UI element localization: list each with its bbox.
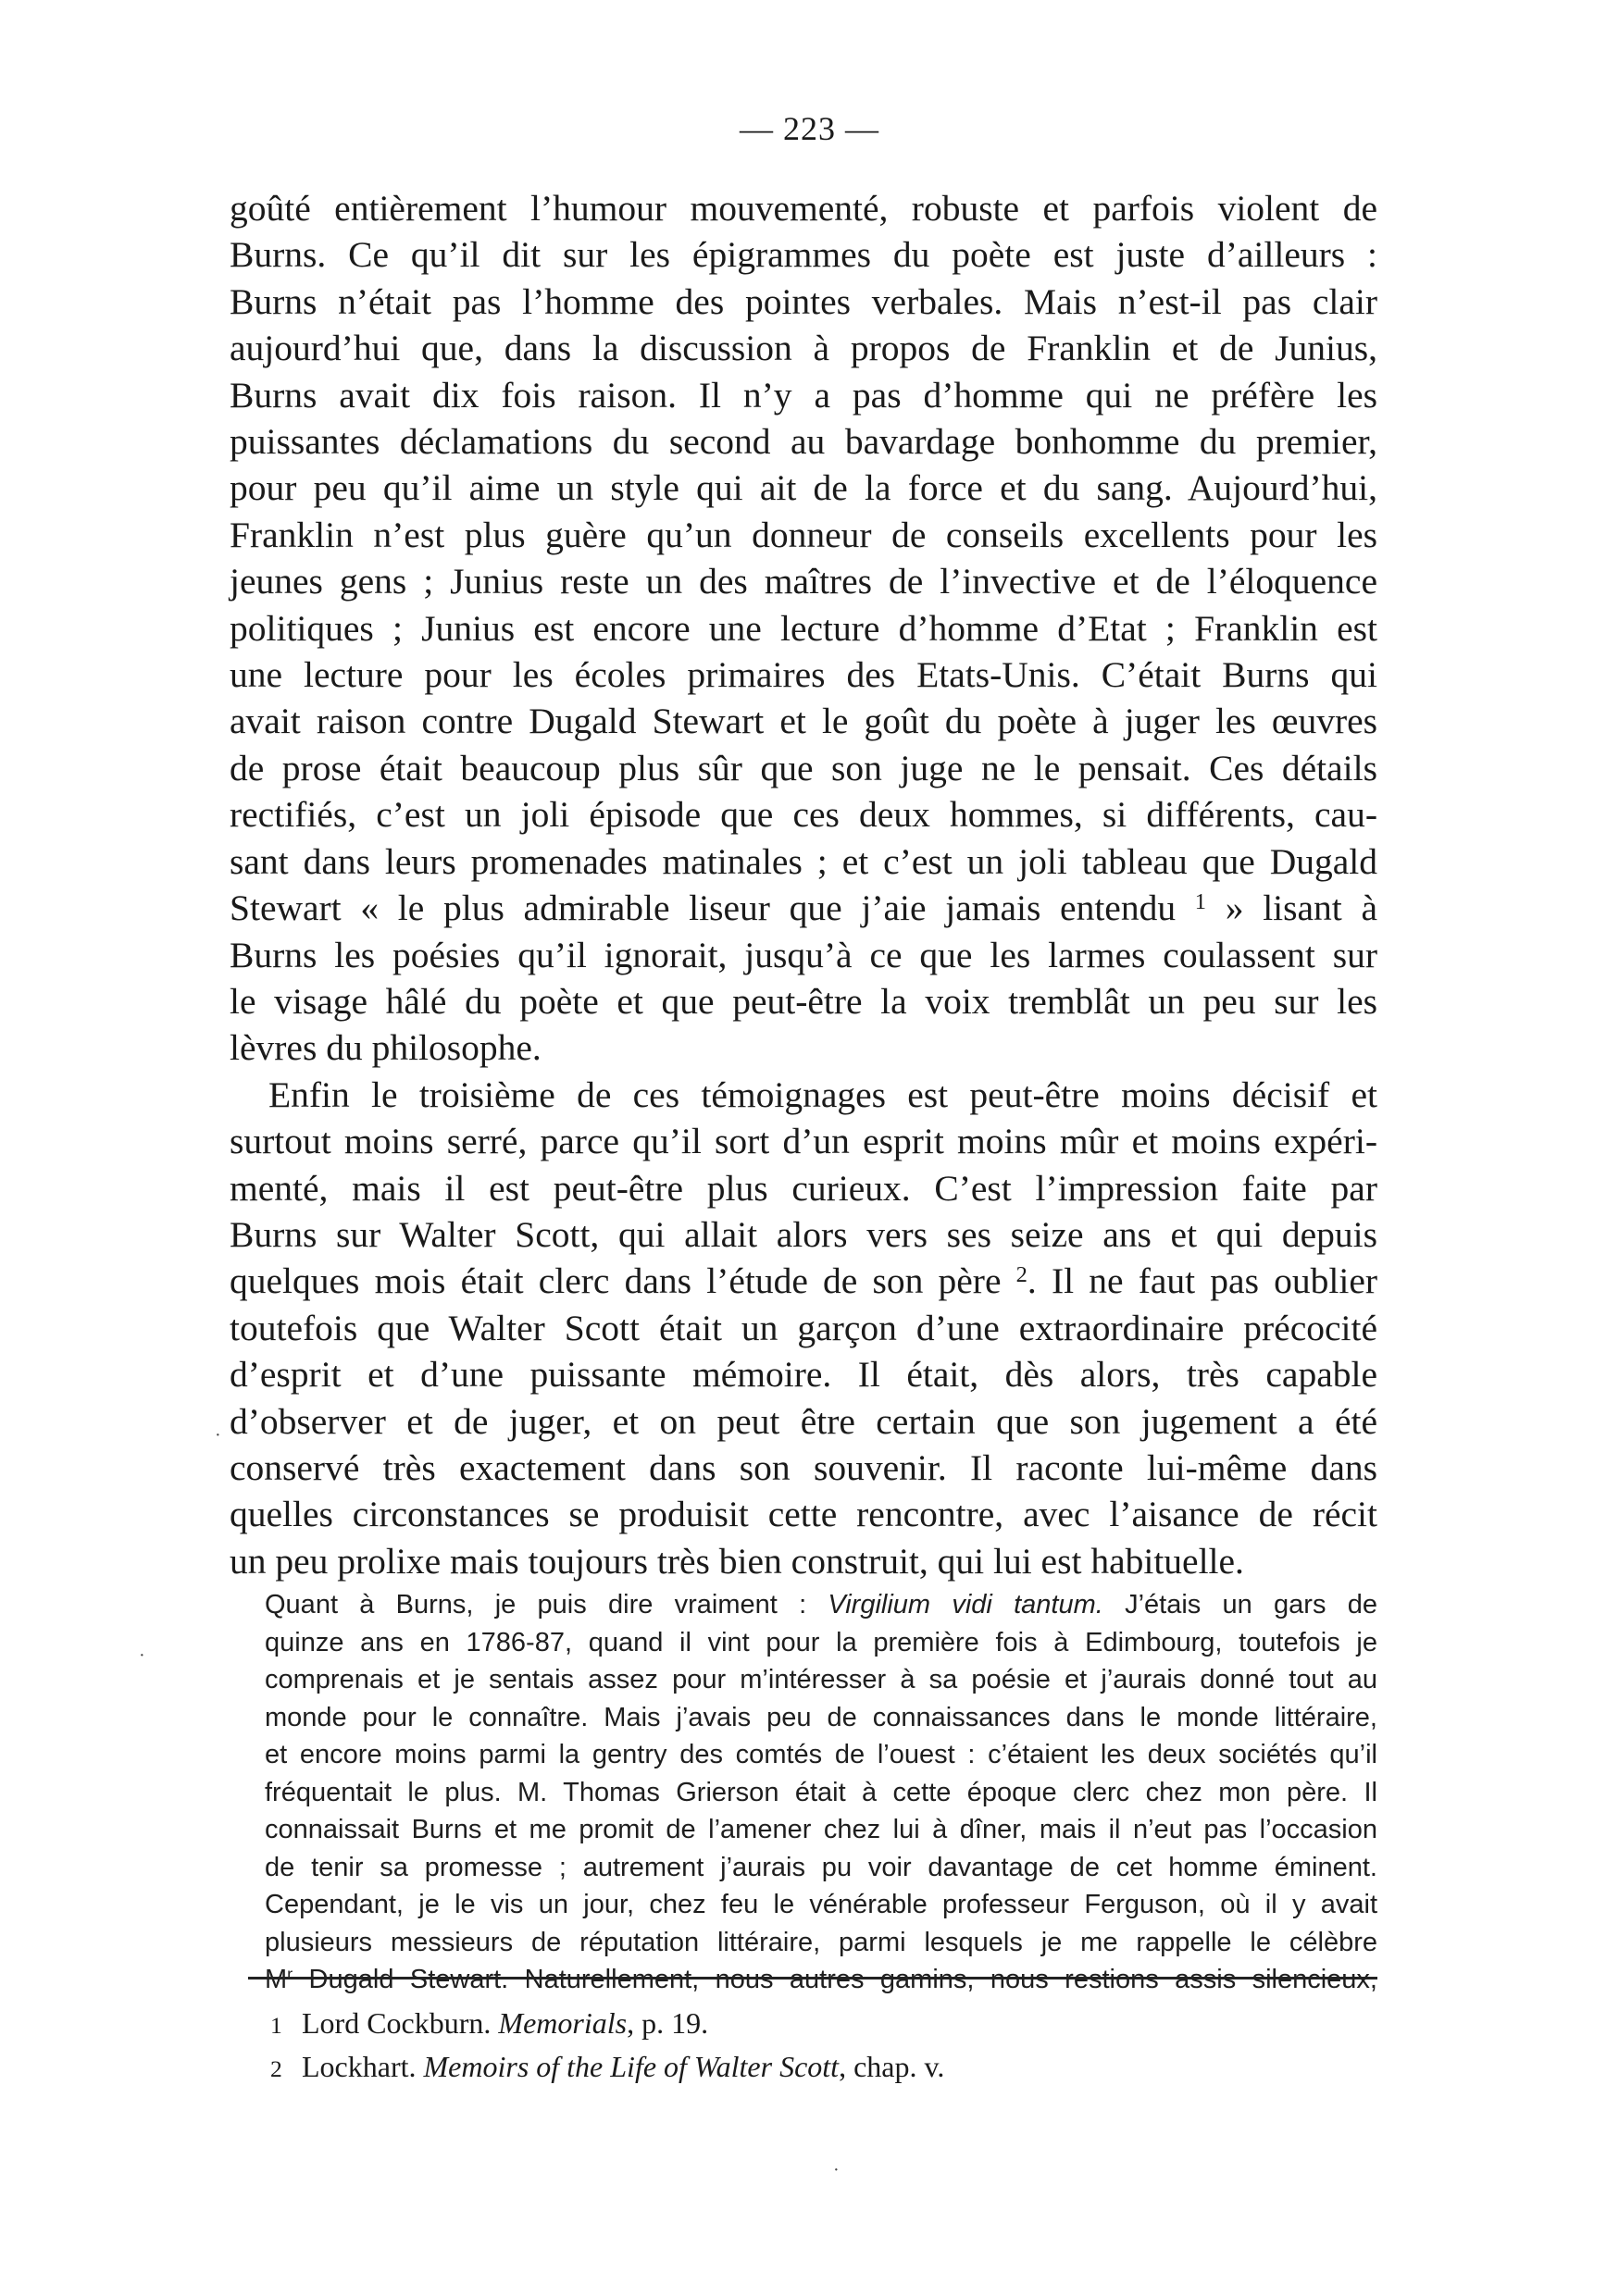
- text-segment: Lord Cockburn.: [302, 2006, 492, 2040]
- footnote: [270, 2046, 1289, 2090]
- text-line: une lecture pour les écoles primaires des Etats-Unis. C’était Burns qui: [230, 654, 1377, 696]
- footnotes: [270, 2003, 1289, 2090]
- quote-line: comprenais et je sentais assez pour m’intéresser à sa poésie et j’aurais donné tout au: [265, 1665, 1377, 1694]
- quote-line: connaissait Burns et me promit de l’amener chez lui à dîner, mais il n’eut pas l’occasion: [265, 1815, 1377, 1844]
- footnote-ref[interactable]: 2: [1015, 1262, 1027, 1288]
- text-line: Burns n’était pas l’homme des pointes verbales. Mais n’est-il pas clair: [230, 280, 1377, 322]
- footnote: [270, 2003, 1289, 2046]
- footnote-number: 2: [270, 2055, 282, 2082]
- text-line: quelles circonstances se produisit cette rencontre, avec l’aisance de récit: [230, 1494, 1377, 1535]
- text-line: surtout moins serré, parce qu’il sort d’un esprit moins mûr et moins expéri-: [230, 1121, 1377, 1162]
- text-line: d’esprit et d’une puissante mémoire. Il était, dès alors, très capable: [230, 1354, 1377, 1396]
- superscript: r: [287, 1965, 293, 1984]
- quote-line: [265, 1586, 1377, 1624]
- text-line: sant dans leurs promenades matinales ; et c’est un joli tableau que Dugald: [230, 840, 1377, 882]
- text-line: d’observer et de juger, et on peut être certain que son jugement a été: [230, 1400, 1377, 1442]
- text-line: menté, mais il est peut-être plus curieux. C’est l’impression faite par: [230, 1167, 1377, 1209]
- text-line: goûté entièrement l’humour mouvementé, robuste et parfois violent de: [230, 188, 1377, 229]
- text-line: [230, 885, 1377, 931]
- text-segment: Quant à Burns, je puis dire vraiment :: [265, 1590, 807, 1620]
- print-speck: ·: [833, 2160, 840, 2180]
- text-line: politiques ; Junius est encore une lecture d’homme d’Etat ; Franklin est: [230, 607, 1377, 649]
- text-segment: Dugald Stewart. Naturellement, nous autres gamins, nous restions assis silencieux,: [293, 1965, 1377, 1994]
- text-segment: , p. 19.: [627, 2006, 709, 2040]
- text-line: Burns les poésies qu’il ignorait, jusqu’à ce que les larmes coulassent sur: [230, 934, 1377, 975]
- footnote-ref[interactable]: 1: [1194, 888, 1207, 914]
- latin-quote: Virgilium vidi tantum.: [828, 1590, 1103, 1620]
- text-line: de prose était beaucoup plus sûr que son juge ne le pensait. Ces détails: [230, 747, 1377, 788]
- quote-line: et encore moins parmi la gentry des comtés de l’ouest : c’étaient les deux sociétés qu’il: [265, 1740, 1377, 1769]
- text-segment: M: [265, 1965, 288, 1994]
- block-quotation: [265, 1586, 1377, 1999]
- text-segment: J’étais un gars de: [1125, 1590, 1377, 1620]
- text-line: puissantes déclamations du second au bavardage bonhomme du premier,: [230, 421, 1377, 463]
- text-segment: Lockhart.: [302, 2050, 417, 2083]
- text-line: Burns. Ce qu’il dit sur les épigrammes du poète est juste d’ailleurs :: [230, 234, 1377, 276]
- print-speck: ·: [139, 1645, 145, 1666]
- quote-line: plusieurs messieurs de réputation littéraire, parmi lesquels je me rappelle le célèbre: [265, 1927, 1377, 1957]
- text-segment: quelques mois était clerc dans l’étude de son père: [230, 1260, 1002, 1302]
- text-line: Burns avait dix fois raison. Il n’y a pas d’homme qui ne préfère les: [230, 374, 1377, 416]
- text-line: lèvres du philosophe.: [230, 1027, 542, 1069]
- work-title: Memorials: [498, 2006, 628, 2040]
- text-line: Burns sur Walter Scott, qui allait alors vers ses seize ans et qui depuis: [230, 1213, 1377, 1255]
- text-segment: , chap. v.: [839, 2050, 945, 2083]
- quote-line: fréquentait le plus. M. Thomas Grierson était à cette époque clerc chez mon père. Il: [265, 1777, 1377, 1807]
- quote-line: de tenir sa promesse ; autrement j’aurais pu voir davantage de cet homme éminent.: [265, 1852, 1377, 1882]
- text-line: avait raison contre Dugald Stewart et le goût du poète à juger les œuvres: [230, 701, 1377, 742]
- quote-line: [265, 1961, 1377, 1999]
- text-line: rectifiés, c’est un joli épisode que ces deux hommes, si différents, cau-: [230, 794, 1377, 836]
- text-line: le visage hâlé du poète et que peut-être la voix tremblât un peu sur les: [230, 980, 1377, 1022]
- text-line: aujourd’hui que, dans la discussion à propos de Franklin et de Junius,: [230, 328, 1377, 369]
- quote-line: monde pour le connaître. Mais j’avais peu de connaissances dans le monde littéraire,: [265, 1702, 1377, 1732]
- quote-line: Cependant, je le vis un jour, chez feu le vénérable professeur Ferguson, où il y avait: [265, 1890, 1377, 1919]
- text-line: Franklin n’est plus guère qu’un donneur de conseils excellents pour les: [230, 514, 1377, 555]
- text-segment: . Il ne faut pas oublier: [1027, 1260, 1378, 1302]
- text-line: un peu prolixe mais toujours très bien construit, qui lui est habituelle.: [230, 1540, 1244, 1582]
- text-line: jeunes gens ; Junius reste un des maîtres de l’invective et de l’éloquence: [230, 561, 1377, 602]
- print-speck: ·: [215, 1425, 221, 1446]
- footnote-number: 1: [270, 2012, 282, 2039]
- text-line: toutefois que Walter Scott était un garçon d’une extraordinaire précocité: [230, 1307, 1377, 1348]
- text-segment: Stewart « le plus admirable liseur que j’aie jamais entendu: [230, 887, 1177, 929]
- text-line: Enfin le troisième de ces témoignages est peut-être moins décisif et: [268, 1074, 1377, 1115]
- main-text: [230, 185, 1377, 1584]
- text-segment: » lisant à: [1225, 887, 1378, 929]
- page-number: — 223 —: [740, 110, 879, 147]
- text-line: [230, 1258, 1377, 1304]
- text-line: pour peu qu’il aime un style qui ait de la force et du sang. Aujourd’hui,: [230, 467, 1377, 509]
- quote-line: quinze ans en 1786-87, quand il vint pour la première fois à Edimbourg, toutefois je: [265, 1627, 1377, 1657]
- text-line: conservé très exactement dans son souvenir. Il raconte lui-même dans: [230, 1446, 1377, 1488]
- footnote-divider: [248, 1977, 1377, 1980]
- work-title: Memoirs of the Life of Walter Scott: [423, 2050, 840, 2083]
